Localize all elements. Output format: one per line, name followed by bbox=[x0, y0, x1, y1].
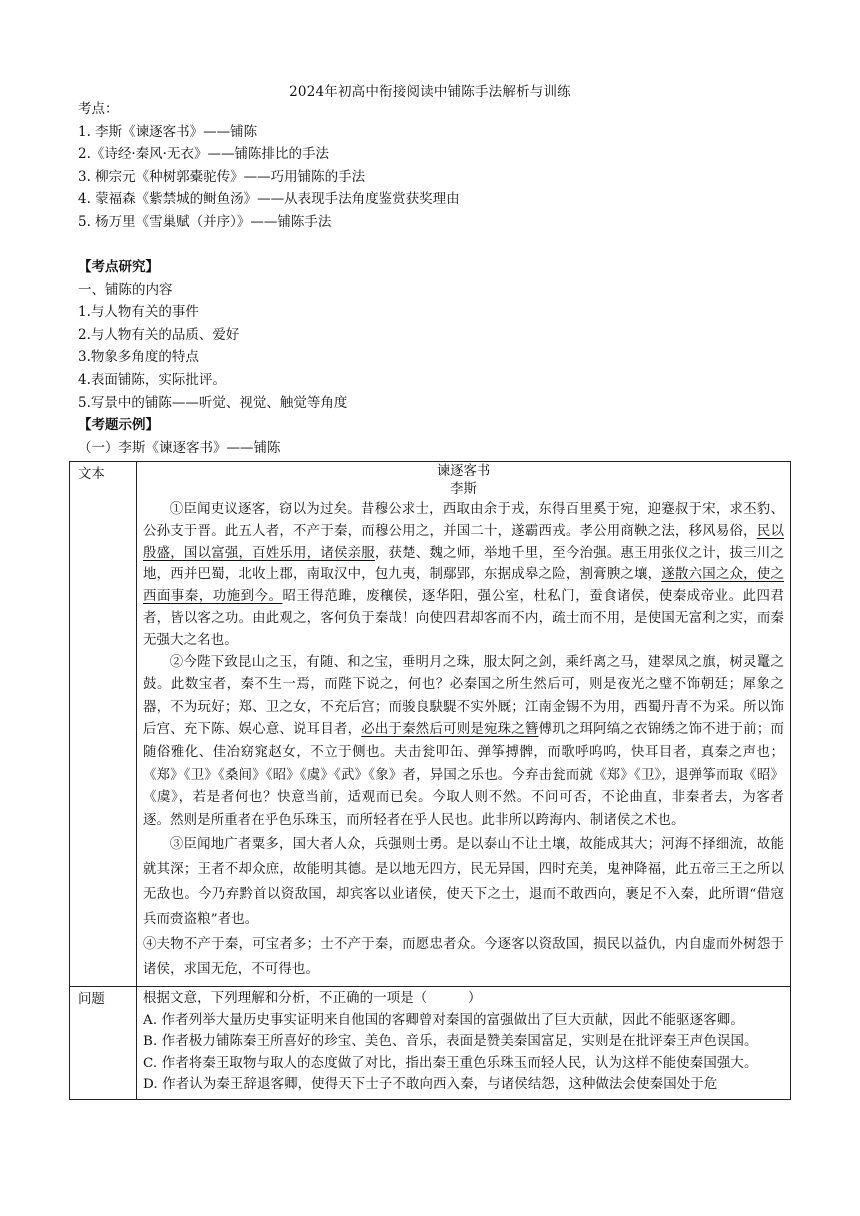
examples-heading: 【考题示例】 bbox=[78, 417, 159, 434]
exercise-table bbox=[69, 461, 791, 1100]
question-row bbox=[70, 987, 791, 1100]
underlined-text: 民以殷盛，国以富强，百姓乐用，诸侯亲服 bbox=[143, 523, 784, 561]
question-option-b: B. 作者极力铺陈秦王所喜好的珍宝、美色、音乐，表面是赞美秦国富足，实则是在批评秦王声色误国。 bbox=[143, 1034, 758, 1050]
kaodian-item: 2.《诗经·秦风·无衣》——铺陈排比的手法 bbox=[78, 146, 329, 163]
question-stem: 根据文意，下列理解和分析，不正确的一项是（ ） bbox=[143, 991, 482, 1007]
text-row bbox=[70, 462, 791, 987]
kaodian-section bbox=[78, 98, 798, 234]
research-item: 1.与人物有关的事件 bbox=[78, 304, 199, 321]
underlined-text: 遂散六国之众，使之西面事秦，功施到今。 bbox=[143, 567, 784, 605]
paragraph-text: ②今陛下致昆山之玉，有随、和之宝，垂明月之珠，服太阿之剑，乘纤离之马，建翠凤之旗，树灵鼍之鼓。此数宝者，秦不生一焉，而陛下说之，何也？必秦国之所生然后可，则是夜光之璧不饰朝廷；犀象之器，不为玩好；郑、卫之女，不充后宫；而骏良駃騠不实外厩；江南金锡不为用，西蜀丹青不为采。所以饰后宫、充下陈、娱心意、说耳目者， bbox=[143, 654, 784, 738]
paragraph-text: ，获楚、魏之师，举地千里，至今治强。惠王用张仪之计，拔三川之地，西并巴蜀，北收上郡，南取汉中，包九夷，制鄢郢，东据成皋之险，割膏腴之壤， bbox=[143, 545, 784, 583]
paragraph-text: ①臣闻吏议逐客，窃以为过矣。昔穆公求士，西取由余于戎，东得百里奚于宛，迎蹇叔于宋，求丕豹、公孙支于晋。此五人者，不产于秦，而穆公用之，并国二十，遂霸西戎。孝公用商鞅之法，移风易俗， bbox=[143, 502, 784, 539]
paragraph-text: 傅玑之珥阿缟之衣锦绣之饰不进于前；而随俗雅化、佳冶窈窕赵女，不立于侧也。夫击瓮叩缶、弹筝搏髀，而歌呼呜呜，快耳目者，真秦之声也；《郑》《卫》《桑间》《昭》《虞》《武》《象》者，异国之乐也。今弃击瓮而就《郑》《卫》，退弹筝而取《昭》《虞》，若是者何也？快意当前，适观而已矣。今取人则不然。不问可否，不论曲直，非秦者去，为客者逐。然则是所重者在乎色乐珠玉，而所轻者在乎人民也。此非所以跨海内、制诸侯之术也。 bbox=[143, 722, 784, 828]
essay-paragraph-2 bbox=[143, 652, 784, 833]
question-label: 问题 bbox=[70, 987, 137, 1100]
research-section bbox=[78, 256, 798, 459]
question-option-a: A. 作者列举大量历史事实证明来自他国的客卿曾对秦国的富强做出了巨大贡献，因此不能驱逐客卿。 bbox=[143, 1012, 744, 1028]
kaodian-heading: 考点： bbox=[78, 101, 119, 117]
research-item: 3.物象多角度的特点 bbox=[78, 349, 199, 366]
essay-paragraph-4: ④夫物不产于秦，可宝者多；士不产于秦，而愿忠者众。今逐客以资敌国，损民以益仇，内自虚而外树怨于诸侯，求国无危，不可得也。 bbox=[143, 937, 784, 978]
underlined-text: 必出于秦然后可则是宛珠之簪 bbox=[361, 722, 539, 738]
essay-paragraph-3: ③臣闻地广者粟多，国大者人众，兵强则士勇。是以泰山不让土壤，故能成其大；河海不择细流，故能就其深；王者不却众庶，故能明其德。是以地无四方，民无异国，四时充美，鬼神降福，此五帝三王之所以无敌也。今乃弃黔首以资敌国，却宾客以业诸侯，使天下之士，退而不敢西向，裹足不入秦，此所谓“借寇兵而赍盗粮”者也。 bbox=[143, 837, 784, 928]
research-subheading: 一、铺陈的内容 bbox=[78, 281, 173, 298]
kaodian-item: 5. 杨万里《雪巢赋（并序）》——铺陈手法 bbox=[78, 213, 332, 230]
text-label: 文本 bbox=[70, 462, 137, 987]
essay-author: 李斯 bbox=[450, 482, 477, 497]
research-item: 2.与人物有关的品质、爱好 bbox=[78, 326, 240, 343]
document-title: 2024年初高中衔接阅读中铺陈手法解析与训练 bbox=[289, 84, 571, 100]
kaodian-item: 3. 柳宗元《种树郭橐驼传》——巧用铺陈的手法 bbox=[78, 168, 366, 185]
essay-paragraph-1 bbox=[143, 499, 784, 652]
research-item: 4.表面铺陈，实际批评。 bbox=[78, 371, 226, 388]
research-heading: 【考点研究】 bbox=[78, 259, 159, 275]
kaodian-item: 4. 蒙福森《紫禁城的鲥鱼汤》——从表现手法角度鉴赏获奖理由 bbox=[78, 191, 460, 208]
question-option-c: C. 作者将秦王取物与取人的态度做了对比，指出秦王重色乐珠玉而轻人民，认为这样不能使秦国强大。 bbox=[143, 1055, 758, 1071]
essay-title: 谏逐客书 bbox=[436, 464, 491, 479]
paragraph-text: 昭王得范雎，废穰侯，逐华阳，强公室，杜私门，蚕食诸侯，使秦成帝业。此四君者，皆以客之功。由此观之，客何负于秦哉！向使四君却客而不内，疏士而不用，是使国无富利之实，而秦无强大之名也。 bbox=[143, 589, 784, 648]
research-item: 5.写景中的铺陈——听觉、视觉、触觉等角度 bbox=[78, 394, 348, 411]
examples-subheading: （一）李斯《谏逐客书》——铺陈 bbox=[78, 439, 281, 456]
question-content bbox=[137, 987, 791, 1100]
question-option-d: D. 作者认为秦王辞退客卿，使得天下士子不敢向西入秦，与诸侯结怨，这种做法会使秦国处于危 bbox=[143, 1076, 718, 1092]
kaodian-item: 1. 李斯《谏逐客书》——铺陈 bbox=[78, 123, 258, 140]
text-content bbox=[137, 462, 791, 987]
